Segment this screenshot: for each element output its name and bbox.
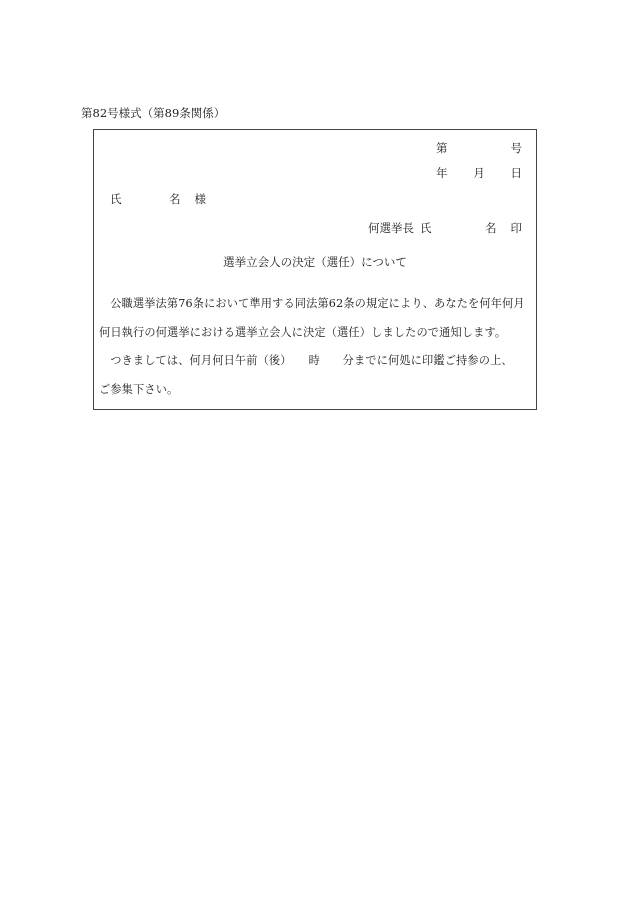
recipient-surname-label: 氏 [110, 192, 122, 206]
date-year: 年 [436, 166, 448, 180]
sender-line [368, 220, 522, 236]
number-prefix: 第 [436, 141, 448, 155]
notice-form [93, 129, 537, 410]
paragraph1-line1: 公職選挙法第76条において準用する同法第62条の規定により、あなたを何年何月 [110, 297, 525, 310]
document-number-line [436, 140, 522, 156]
date-day: 日 [510, 166, 522, 180]
recipient-honorific: 様 [194, 192, 206, 206]
paragraph2-line2: ご参集下さい。 [99, 382, 179, 396]
seal-label: 印 [510, 221, 522, 235]
number-suffix: 号 [510, 141, 522, 155]
recipient-name-label: 名 [169, 192, 181, 206]
paragraph2-line1: つきましては、何月何日午前（後） 時 分までに何処に印鑑ご持参の上、 [110, 354, 513, 367]
notice-body [99, 290, 533, 404]
notice-title: 選挙立会人の決定（選任）について [223, 255, 407, 269]
sender-title: 何選挙長 [368, 221, 414, 235]
document-date-line [436, 165, 522, 181]
sender-name-label: 名 [485, 221, 497, 235]
form-number: 第82号様式（第89条関係） [81, 106, 226, 120]
date-month: 月 [473, 166, 485, 180]
paragraph1-line2: 何日執行の何選挙における選挙立会人に決定（選任）しましたので通知します。 [99, 325, 507, 339]
sender-surname-label: 氏 [420, 221, 432, 235]
recipient-line [110, 191, 206, 207]
